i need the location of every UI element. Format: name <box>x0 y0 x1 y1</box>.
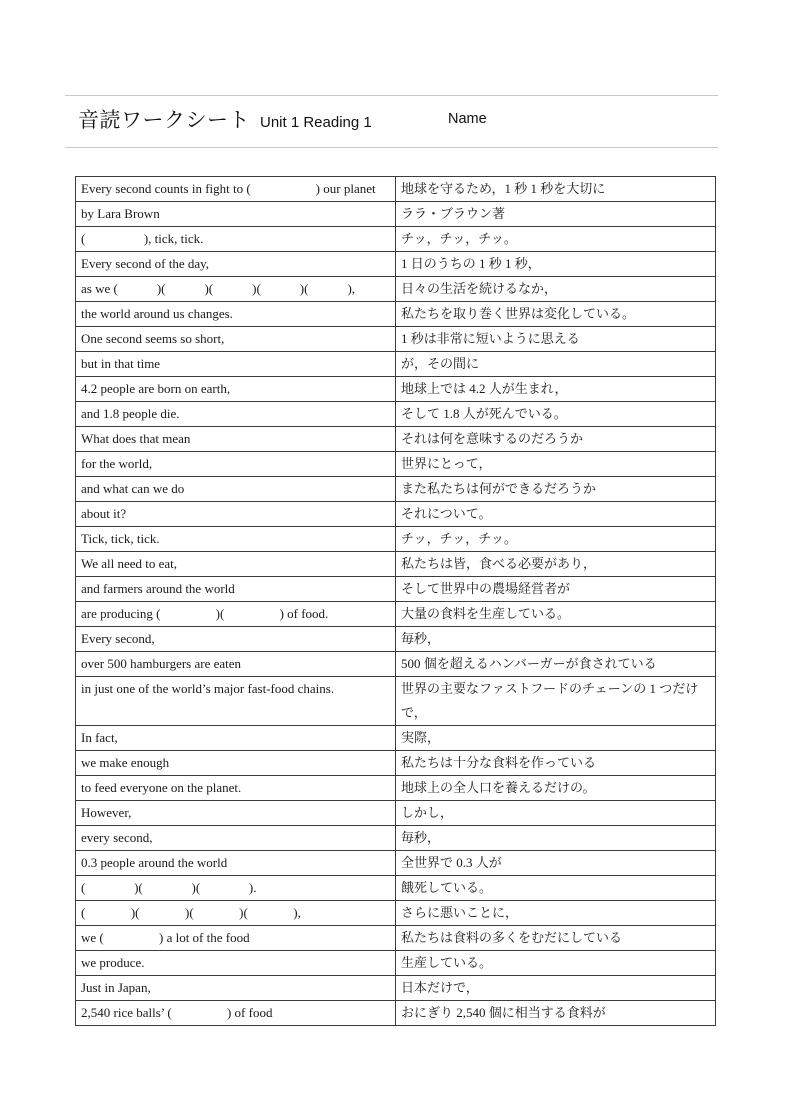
table-row <box>76 527 716 552</box>
japanese-cell: 私たちを取り巻く世界は変化している。 <box>396 302 716 327</box>
japanese-cell: 私たちは十分な食料を作っている <box>396 751 716 776</box>
japanese-cell: おにぎり 2,540 個に相当する食料が <box>396 1001 716 1026</box>
table-row <box>76 227 716 252</box>
english-cell: in just one of the world’s major fast-food chains. <box>76 677 396 726</box>
table-row <box>76 302 716 327</box>
table-row <box>76 377 716 402</box>
table-row <box>76 402 716 427</box>
english-cell: every second, <box>76 826 396 851</box>
table-row <box>76 726 716 751</box>
japanese-cell: 世界にとって， <box>396 452 716 477</box>
table-row <box>76 427 716 452</box>
table-row <box>76 1001 716 1026</box>
english-cell: One second seems so short, <box>76 327 396 352</box>
table-row <box>76 901 716 926</box>
table-row <box>76 352 716 377</box>
japanese-cell: ララ・ブラウン著 <box>396 202 716 227</box>
table-row <box>76 751 716 776</box>
english-cell: ( )( )( )( ), <box>76 901 396 926</box>
table-row <box>76 452 716 477</box>
reading-table-body <box>76 177 716 1026</box>
english-cell: as we ( )( )( )( )( ), <box>76 277 396 302</box>
japanese-cell: 500 個を超えるハンバーガーが食されている <box>396 652 716 677</box>
english-cell: We all need to eat, <box>76 552 396 577</box>
english-cell: are producing ( )( ) of food. <box>76 602 396 627</box>
japanese-cell: 全世界で 0.3 人が <box>396 851 716 876</box>
japanese-cell: 1 秒は非常に短いように思える <box>396 327 716 352</box>
japanese-cell: 毎秒， <box>396 826 716 851</box>
unit-subtitle: Unit 1 Reading 1 <box>260 114 372 131</box>
table-row <box>76 826 716 851</box>
japanese-cell: 大量の食料を生産している。 <box>396 602 716 627</box>
japanese-cell: それについて。 <box>396 502 716 527</box>
japanese-cell: チッ，チッ，チッ。 <box>396 527 716 552</box>
table-row <box>76 926 716 951</box>
english-cell: for the world, <box>76 452 396 477</box>
worksheet-header <box>78 98 718 144</box>
table-row <box>76 602 716 627</box>
header-rule-top <box>65 95 718 96</box>
japanese-cell: 1 日のうちの 1 秒 1 秒， <box>396 252 716 277</box>
table-row <box>76 502 716 527</box>
japanese-cell: 私たちは食料の多くをむだにしている <box>396 926 716 951</box>
reading-table <box>75 176 716 1026</box>
name-label: Name <box>448 111 487 127</box>
english-cell: we ( ) a lot of the food <box>76 926 396 951</box>
table-row <box>76 477 716 502</box>
japanese-cell: そして世界中の農場経営者が <box>396 577 716 602</box>
japanese-cell: が，その間に <box>396 352 716 377</box>
table-row <box>76 327 716 352</box>
table-row <box>76 652 716 677</box>
japanese-cell: 生産している。 <box>396 951 716 976</box>
table-row <box>76 976 716 1001</box>
table-row <box>76 801 716 826</box>
table-row <box>76 776 716 801</box>
table-row <box>76 177 716 202</box>
english-cell: the world around us changes. <box>76 302 396 327</box>
japanese-cell: 地球上の全人口を養えるだけの。 <box>396 776 716 801</box>
english-cell: Tick, tick, tick. <box>76 527 396 552</box>
english-cell: and 1.8 people die. <box>76 402 396 427</box>
table-row <box>76 851 716 876</box>
english-cell: What does that mean <box>76 427 396 452</box>
japanese-cell: 地球を守るため，1 秒 1 秒を大切に <box>396 177 716 202</box>
table-row <box>76 951 716 976</box>
page-title: 音読ワークシート <box>78 109 250 132</box>
japanese-cell: さらに悪いことに， <box>396 901 716 926</box>
english-cell: 2,540 rice balls’ ( ) of food <box>76 1001 396 1026</box>
table-row <box>76 627 716 652</box>
english-cell: In fact, <box>76 726 396 751</box>
japanese-cell: また私たちは何ができるだろうか <box>396 477 716 502</box>
table-row <box>76 577 716 602</box>
japanese-cell: 地球上では 4.2 人が生まれ， <box>396 377 716 402</box>
japanese-cell: 日々の生活を続けるなか， <box>396 277 716 302</box>
japanese-cell: 毎秒， <box>396 627 716 652</box>
english-cell: over 500 hamburgers are eaten <box>76 652 396 677</box>
japanese-cell: 日本だけで， <box>396 976 716 1001</box>
english-cell: Just in Japan, <box>76 976 396 1001</box>
english-cell: about it? <box>76 502 396 527</box>
english-cell: and farmers around the world <box>76 577 396 602</box>
table-row <box>76 677 716 726</box>
japanese-cell: 実際， <box>396 726 716 751</box>
table-row <box>76 552 716 577</box>
english-cell: Every second of the day, <box>76 252 396 277</box>
english-cell: we make enough <box>76 751 396 776</box>
table-row <box>76 252 716 277</box>
english-cell: Every second, <box>76 627 396 652</box>
table-row <box>76 202 716 227</box>
english-cell: ( )( )( ). <box>76 876 396 901</box>
japanese-cell: 世界の主要なファストフードのチェーンの 1 つだけで， <box>396 677 716 726</box>
japanese-cell: チッ，チッ，チッ。 <box>396 227 716 252</box>
english-cell: and what can we do <box>76 477 396 502</box>
english-cell: ( ), tick, tick. <box>76 227 396 252</box>
english-cell: However, <box>76 801 396 826</box>
english-cell: 4.2 people are born on earth, <box>76 377 396 402</box>
japanese-cell: そして 1.8 人が死んでいる。 <box>396 402 716 427</box>
english-cell: 0.3 people around the world <box>76 851 396 876</box>
table-row <box>76 876 716 901</box>
japanese-cell: 私たちは皆，食べる必要があり， <box>396 552 716 577</box>
japanese-cell: しかし， <box>396 801 716 826</box>
japanese-cell: 餓死している。 <box>396 876 716 901</box>
english-cell: to feed everyone on the planet. <box>76 776 396 801</box>
table-row <box>76 277 716 302</box>
english-cell: but in that time <box>76 352 396 377</box>
english-cell: we produce. <box>76 951 396 976</box>
header-rule-bottom <box>65 147 718 148</box>
english-cell: by Lara Brown <box>76 202 396 227</box>
english-cell: Every second counts in fight to ( ) our planet <box>76 177 396 202</box>
japanese-cell: それは何を意味するのだろうか <box>396 427 716 452</box>
